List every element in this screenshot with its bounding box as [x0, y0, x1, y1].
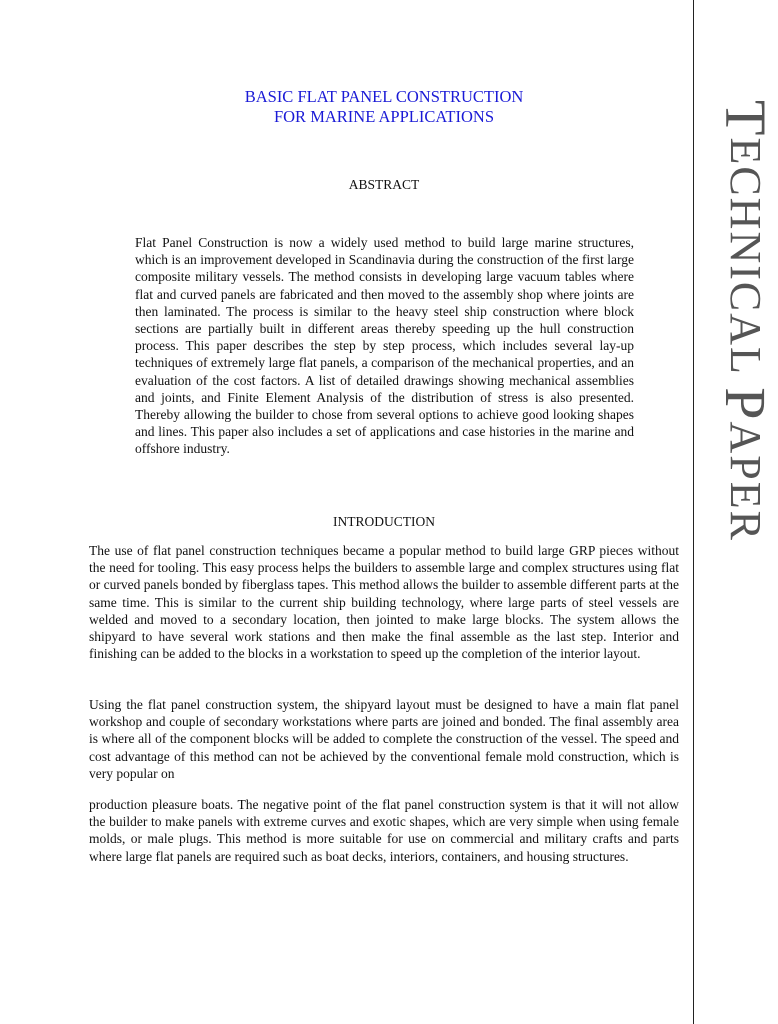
- abstract-body: Flat Panel Construction is now a widely used method to build large marine structures, which is an improvement developed in Scandinavia during the construction of the first large composite military vessels. The method consists in developing large vacuum tables where flat and curved panels are fabricated and then moved to the assembly shop where joints are then laminated. The process is similar to the heavy steel ship construction where block sections are partially built in different areas thereby speeding up the hull construction process. This paper describes the step by step process, which includes several lay-up techniques of extremely large flat panels, a comparison of the mechanical properties, and an evaluation of the cost factors. A list of detailed drawings showing mechanical assemblies and joints, and Finite Element Analysis of the distribution of stress is also presented. Thereby allowing the builder to chose from several options to achieve good looking shapes and lines. This paper also includes a set of applications and case histories in the marine and offshore industry.: [135, 235, 634, 457]
- technical-paper-side-label: [713, 100, 778, 542]
- paper-title: [0, 87, 768, 127]
- side-label-initial-t: T: [713, 100, 778, 138]
- abstract-heading: ABSTRACT: [348, 177, 420, 192]
- title-line-2: FOR MARINE APPLICATIONS: [273, 107, 495, 126]
- margin-rule: [693, 0, 694, 1024]
- introduction-paragraph: The use of flat panel construction techniques became a popular method to build large GRP pieces without the need for tooling. This easy process helps the builders to assemble large and complex structures using flat or curved panels bonded by fiberglass tapes. This method allows the builder to assemble different parts at the same time. This is similar to the current ship building technology, where large parts of steel vessels are welded and moved to a secondary location, then jointed to make large blocks. The system allows the shipyard to have several work stations and then make the final assemble as the last step. Interior and finishing can be added to the blocks in a workstation to speed up the completion of the interior layout.: [89, 543, 679, 662]
- introduction-paragraph: production pleasure boats. The negative point of the flat panel construction system is that it will not allow the builder to make panels with extreme curves and exotic shapes, which are very simple when using female molds, or male plugs. This method is more suitable for use on commercial and military crafts and parts where large flat panels are required such as boat decks, interiors, containers, and housing structures.: [89, 797, 679, 864]
- side-label-word2: APER: [721, 421, 770, 542]
- side-label-word1: ECHNICAL: [721, 137, 770, 388]
- introduction-paragraph: Using the flat panel construction system, the shipyard layout must be designed to have a main flat panel workshop and couple of secondary workstations where parts are joined and bonded. The final assembly area is where all of the component blocks will be added to complete the construction of the vessel. The speed and cost advantage of this method can not be achieved by the conventional female mold construction, which is very popular on: [89, 697, 679, 781]
- title-line-1: BASIC FLAT PANEL CONSTRUCTION: [244, 87, 524, 106]
- side-label-initial-p: P: [713, 387, 778, 422]
- introduction-heading: INTRODUCTION: [333, 514, 435, 529]
